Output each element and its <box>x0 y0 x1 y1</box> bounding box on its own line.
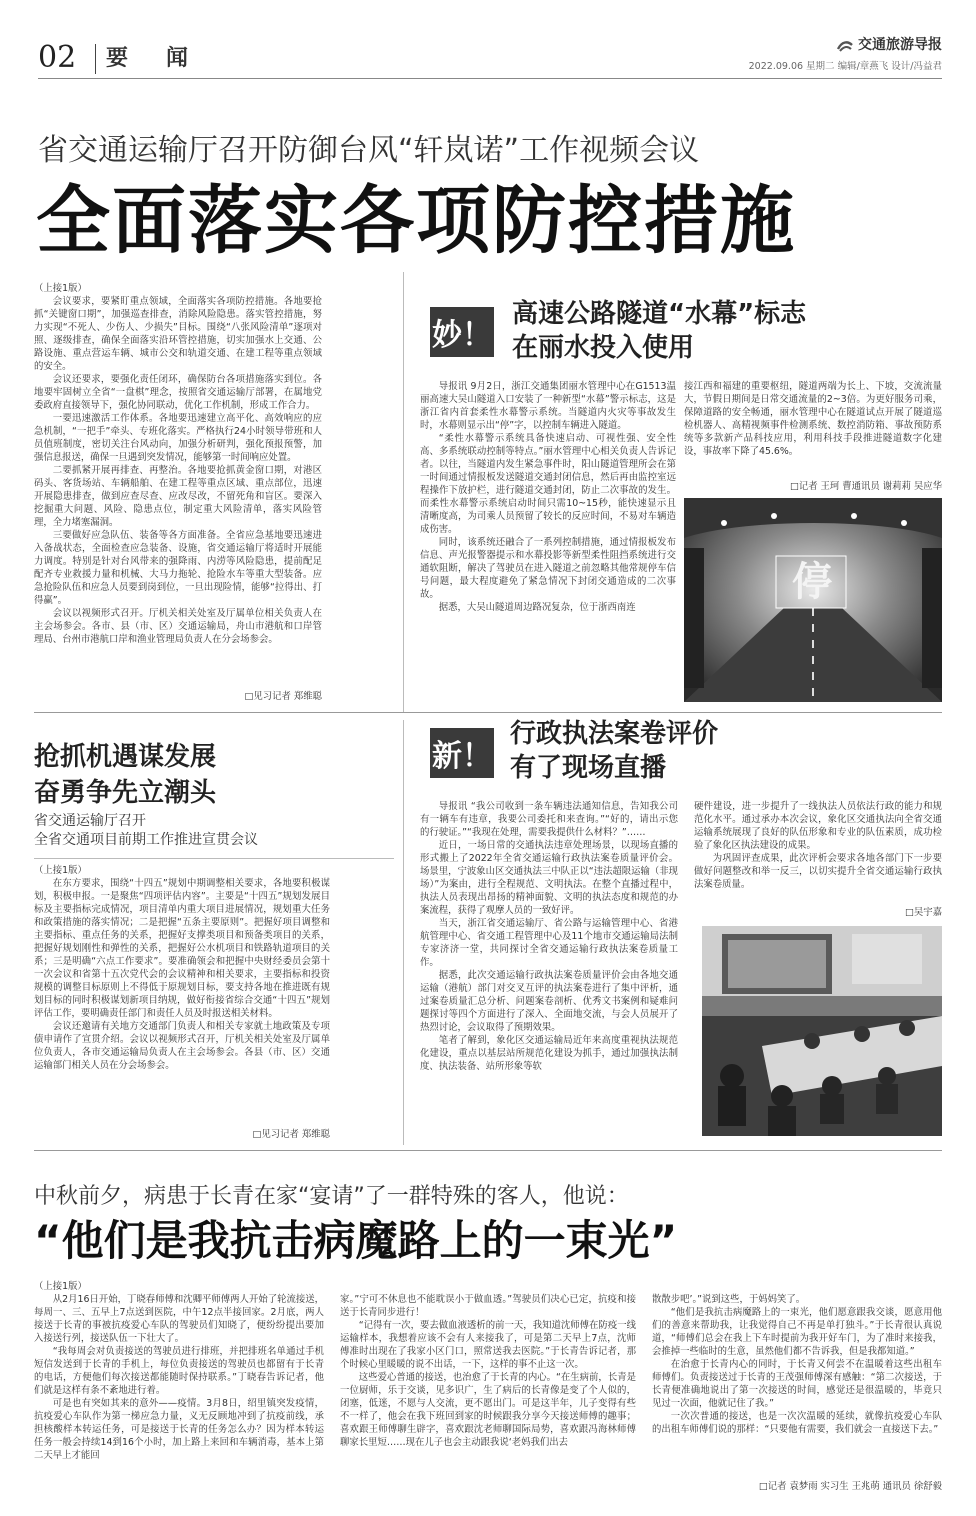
feature-paragraph: “他们是我抗击病魔路上的一束光，他们愿意跟我交谈，愿意用他们的善意来帮助我，让我觉得自己不再是单打独斗。”于长青很认真说道，“师傅们总会在我上下车时提前为我开好车门，为了准时来接我，会推掉一些临时的生意，虽然他们都不告诉我，但是我都知道。” <box>652 1307 942 1357</box>
lead-kicker: 省交通运输厅召开防御台风“轩岚诺”工作视频会议 <box>38 133 700 168</box>
lead-body <box>34 282 322 707</box>
projects-paragraph: 会议还邀请有关地方交通部门负责人和相关专家就土地政策及专项债申请作了宣贯介绍。会议以视频形式召开，厅机关相关处室及厅属单位负责人，各市交通运输局负责人在主会场参会。各县（市、区）交通运输部门相关人员在分会场参会。 <box>34 1021 330 1071</box>
lead-paragraph: 会议以视频形式召开。厅机关相关处室及厅属单位相关负责人在主会场参会。各市、县（市、区）交通运输局，舟山市港航和口岸管理局、台州市港航口岸和渔业管理局负责人在分会场参会。 <box>34 608 322 645</box>
water-curtain-stop-sign: 停 <box>792 559 832 605</box>
tunnel-body-col1 <box>420 380 676 698</box>
feature-body-col3 <box>652 1293 942 1479</box>
projects-body <box>34 864 330 1136</box>
law-credit: □吴宇嘉 <box>905 907 942 918</box>
law-badge: 新！ <box>430 728 494 778</box>
lead-headline: 全面落实各项防控措施 <box>36 178 796 264</box>
projects-subtitle-line2: 全省交通项目前期工作推进宣贯会议 <box>34 832 258 848</box>
law-paragraph: 硬件建设，进一步提升了一线执法人员依法行政的能力和规范化水平。通过承办本次会议，象化区交通执法向全省交通运输系统展现了良好的队伍形象和专业的队伍素质，成功检验了象化区执法建设的成果。 <box>694 801 942 851</box>
tunnel-paragraph: 同时，该系统还融合了一系列控制措施，通过情报板发布信息、声光报警器提示和水幕投影等新型柔性阻挡系统进行交通软阻断，解决了驾驶员在进入隧道之前忽略其他常规停车信号问题，最大程度避免了紧急情况下封闭交通造成的二次事故。 <box>420 537 676 600</box>
law-paragraph: 导报讯 “我公司收到一条车辆违法通知信息，告知我公司有一辆车有违章，我要公司委托和来查询。”“好的，请出示您的行驶证。”“我现在处理，需要我提供什么材料？”…… <box>420 801 678 838</box>
tunnel-credit: □记者 王珂 曹通讯员 谢莉莉 吴应华 <box>789 481 942 492</box>
feature-paragraph: “我每周会对负责接送的驾驶员进行排班，并把排班名单通过手机短信发送到于长青的手机上，每位负责接送的驾驶员也都留有于长青的电话，方便他们每次接送都能随时保持联系。”丁晓春告诉记者，他们就是这样有条不紊地进行着。 <box>34 1346 324 1396</box>
law-paragraph: 笔者了解到，象化区交通运输局近年来高度重视执法规范化建设，重点以基层站所规范化建设为抓手，通过加强执法制度、执法装备、站所形象等软 <box>420 1035 678 1072</box>
projects-divider <box>34 858 394 859</box>
feature-credit: □记者 袁梦雨 实习生 王兆萌 通讯员 徐舒毅 <box>758 1481 942 1492</box>
meeting-photo <box>702 926 942 1136</box>
feature-paragraph: 从2月16日开始，丁晓春师傅和沈卿平师傅两人开始了轮流接送，每周一、三、五早上7点送到医院，中午12点半接回家。2月底，两人接送于长青的事被抗疫爱心车队的驾驶员们知晓了，便纷纷提出要加入接送行列，接送队伍一下壮大了。 <box>34 1294 324 1344</box>
lead-paragraph: 会议还要求，要强化责任闭环，确保防台各项措施落实到位。各地要牢固树立全省“一盘棋”理念，按照省交通运输厅部署，在属地党委政府直接领导下，强化协同联动，优化工作机制，形成工作合力。 <box>34 374 322 411</box>
feature-paragraph: 可是也有突如其来的意外——疫情。3月8日，绍里镇突发疫情，抗疫爱心车队作为第一梯应急力量，义无反顾地冲到了抗疫前线，承担核酸样本转运任务，可是接送于长青的任务怎么办？因为样本转运任务一般会持续14到16个小时，加上路上来回和车辆消毒，基本上第二天早上才能回 <box>34 1398 324 1461</box>
column-divider-lower <box>403 720 404 1145</box>
tunnel-badge: 妙！ <box>430 307 494 357</box>
projects-continued: （上接1版） <box>34 865 87 876</box>
feature-kicker: 中秋前夕，病患于长青在家“宴请”了一群特殊的客人，他说： <box>34 1184 629 1209</box>
lead-paragraph: 一要迅速激活工作体系。各地要迅速建立高平化、高效响应的应急机制，“一把手”牵头、专班化落实。严格执行24小时领导带班和人员值班制度，密切关注台风动向，加强分析研判，强化预报预警，加强信息报送，确保一旦遇到突发情况，能够第一时间响应处置。 <box>34 413 322 463</box>
feature-continued: （上接1版） <box>34 1281 87 1292</box>
feature-headline: “他们是我抗击病魔路上的一束光” <box>34 1216 678 1265</box>
feature-paragraph: 在治愈于长青内心的同时，于长青又何尝不在温暖着这些出租车师傅们。负责接送过于长青的王茂强师傅深有感触：“第二次接送，于长青便准确地说出了第一次接送的时间，感觉还是很温暖的，毕竟只见过一次面，他就记住了我。” <box>652 1359 942 1409</box>
law-paragraph: 近日，一场日常的交通执法违章处理场景，以现场直播的形式搬上了2022年全省交通运输行政执法案卷质量评价会。场景里，宁波象山区交通执法三中队正以“违法超限运输（非现场）”为案由，进行全程规范、文明执法。在整个直播过程中，执法人员表现出昂扬的精神面貌、文明的执法态度和规范的办案流程，获得了观摩人员的一致好评。 <box>420 840 678 916</box>
feature-paragraph: 这些爱心普通的接送，也治愈了于长青的内心。“在生病前，长青是一位厨师，乐于交谈，见多识广，生了病后的长青像是变了个人似的，闭塞，低迷，不愿与人交流，更不愿出门。可是这半年，儿子变得有些不一样了，他会在我下班回到家的时候跟我分享今天接送师傅的趣事；喜欢跟王师傅聊生辟字，喜欢跟沈老师聊国际局势，喜欢跟冯海林师傅聊家长里短……现在儿子也会主动跟我说‘老妈我们出去 <box>340 1372 636 1448</box>
law-headline-line1: 行政执法案卷评价 <box>510 719 719 749</box>
feature-paragraph: 散散步吧’。”说到这些，于妈妈笑了。 <box>652 1294 806 1305</box>
tunnel-photo <box>684 498 942 702</box>
feature-paragraph: “记得有一次，要去做血液透析的前一天，我知道沈师傅在防疫一线运输样本，我想着应该不会有人来接我了，可是第二天早上7点，沈师傅准时出现在了我家小区门口，照常送我去医院。”于长青告诉记者，那个时候心里暖暖的说不出话，一下，这样的事不止这一次。 <box>340 1320 636 1370</box>
feature-body-col2 <box>340 1293 636 1500</box>
lead-paragraph: 二要抓紧开展再排查、再整治。各地要抢抓黄金窗口期，对港区码头、客货场站、车辆船舶、在建工程等重点区域、重点部位，迅速开展隐患排查，做到应查尽查、应改尽改，不留死角和盲区。要深入挖掘重大问题、风险、隐患点位，制定重大风险清单，落实风险管理，全力堵塞漏洞。 <box>34 465 322 528</box>
page-header <box>0 0 976 80</box>
header-divider-vertical <box>95 44 96 74</box>
section-rule <box>34 712 942 713</box>
feature-paragraph: 家。”宁可不休息也不能耽误小于做血透。”驾驶员们决心已定，抗疫和接送于长青同步进行！ <box>340 1294 636 1318</box>
tunnel-body-col2 <box>684 380 942 480</box>
projects-paragraph: 在东方要求，围绕“十四五”规划中期调整相关要求，各地要积极谋划，积极申报。一是聚焦“四项评估内容”。主要是“十四五”规划发展目标及主要指标完成情况，项目清单内重大项目进展情况，规划重大任务和政策措施的落实情况；二是把握“五条主要原则”。把握好项目调整和主要指标、重点任务的关系，把握好支撑类项目和预备类项目的关系，把握好规划刚性和弹性的关系，把握好公水机项目和铁路轨道项目的关系；三是明确“六点工作要求”。要准确领会和把握中央财经委员会第十一次会议和省第十五次党代会的会议精神和相关要求，主要指标和投资规模的调整目标原则上不得低于原规划目标，要支持各地在推进既有规划目标的同时积极谋划新项目纳规，做好衔接省综合交通“十四五”规划评估工作，要明确责任部门和责任人员及时报送相关材料。 <box>34 878 330 1019</box>
brand-name: 交通旅游导报 <box>858 37 942 53</box>
law-body-col2 <box>694 800 942 904</box>
header-rule <box>38 78 942 79</box>
tunnel-paragraph: “柔性水幕警示系统具备快速启动、可视性强、安全性高、多系统联动控制等特点。”丽水管理中心相关负责人告诉记者。以往，当隧道内发生紧急事件时，阳山隧道管理所会在第一时间通过情报板发送隧道交通封闭信息，然后再由监控室远程操作下放护栏，进行隧道交通封闭，防止二次事故的发生。而柔性水幕警示系统启动时间只需10~15秒，能快速显示且清晰度高，为司乘人员预留了较长的反应时间，不易对车辆造成伤害。 <box>420 433 676 535</box>
projects-headline-line2: 奋勇争先立潮头 <box>34 778 217 808</box>
law-paragraph: 为巩固评查成果，此次评析会要求各地各部门下一步要做好问题整改和举一反三，以切实提升全省交通运输行政执法案卷质量。 <box>694 853 942 890</box>
tunnel-headline-line1: 高速公路隧道“水幕”标志 <box>512 299 807 329</box>
projects-subtitle-line1: 省交通运输厅召开 <box>34 813 146 829</box>
law-body-col1 <box>420 800 678 1136</box>
tunnel-paragraph: 接江西和福建的重要枢纽，隧道两端为长上、下坡，交流流量大，节假日期间是日常交通流量的2~3倍。为更好服务司乘，保障道路的安全畅通，丽水管理中心在隧道试点开展了隧道巡检机器人、高精视频事件检测系统、数控消防箱、事故预防系统等多款新产品科技应用，利用科技手段推进隧道数字化建设，事故率下降了45.6%。 <box>684 381 942 457</box>
lead-paragraph: 会议要求，要紧盯重点领域，全面落实各项防控措施。各地要抢抓“关键窗口期”，加强巡查排查，消除风险隐患。落实管控措施，努力实现“不死人、少伤人、少损失”目标。围绕“八张风险清单”逐项对照、逐级排查，确保全面落实沿环管控措施，切实加强水上交通、公路设施、重点营运车辆、城市公交和轨道交通、在建工程等重点领域的安全。 <box>34 296 322 372</box>
feature-paragraph: 一次次普通的接送，也是一次次温暖的延续，就像抗疫爱心车队的出租车师傅们说的那样：“只要他有需要，我们就会一直接送下去。” <box>652 1411 942 1435</box>
feature-body-col1 <box>34 1280 324 1500</box>
brand-logo-icon <box>836 38 854 52</box>
tunnel-paragraph: 据悉，大吴山隧道周边路况复杂，位于浙西南连 <box>438 602 636 613</box>
column-divider <box>403 272 404 712</box>
section-name: 要 闻 <box>106 46 197 71</box>
law-paragraph: 据悉，此次交通运输行政执法案卷质量评价会由各地交通运输（港航）部门对交叉互评的执法案卷进行了集中评析，通过案卷质量汇总分析、问题案卷剖析、优秀文书案例和疑难问题探讨等四个方面进行了深入、全面地交流，与会人员展开了热烈讨论，会议取得了预期效果。 <box>420 970 678 1033</box>
law-paragraph: 当天，浙江省交通运输厅、省公路与运输管理中心、省港航管理中心、省交通工程管理中心及11个地市交通运输局法制专家济济一堂，共同探讨全省交通运输行政执法案卷质量工作。 <box>420 918 678 968</box>
section-rule-2 <box>34 1150 942 1151</box>
tunnel-headline-line2: 在丽水投入使用 <box>512 333 695 363</box>
page-number: 02 <box>38 40 77 75</box>
tunnel-paragraph: 导报讯 9月2日，浙江交通集团丽水管理中心在G1513温丽高速大吴山隧道入口安装了一种新型“水幕”警示标志，这是浙江省内首套柔性水幕警示系统。当隧道内火灾等事故发生时，水幕则显示出“停”字，以控制车辆进入隧道。 <box>420 381 676 431</box>
projects-headline-line1: 抢抓机遇谋发展 <box>34 742 217 772</box>
dateline: 2022.09.06 星期二 编辑/章燕飞 设计/冯益君 <box>748 61 942 72</box>
law-headline-line2: 有了现场直播 <box>510 753 667 783</box>
lead-credit: □见习记者 郑维聪 <box>34 690 322 703</box>
projects-credit: □见习记者 郑维聪 <box>34 1128 330 1141</box>
lead-paragraph: 三要做好应急队伍、装备等各方面准备。全省应急基地要迅速进入备战状态，全面检查应急装备、设施，省交通运输厅将适时开展能力调度。特别是针对台风带来的强降雨、内涝等风险隐患，提前配足配齐专业救援力量和机械、大马力拖轮、抢险水车等重大型装备。应急抢险队伍和应急人员要到岗到位，一旦出现险情，能够“拉得出、打得赢”。 <box>34 530 322 606</box>
lead-continued: （上接1版） <box>34 283 87 294</box>
